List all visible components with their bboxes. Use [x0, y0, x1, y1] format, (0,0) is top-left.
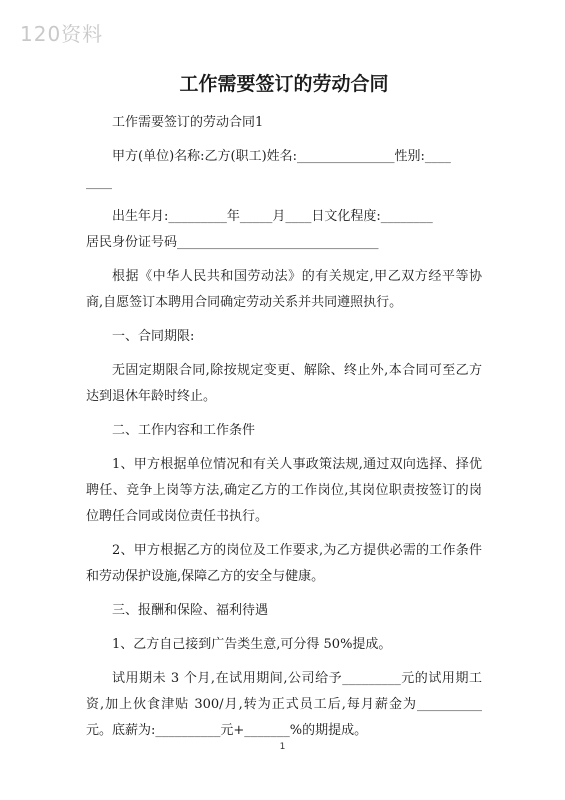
- party-info-line: 甲方(单位)名称:乙方(职工)姓名:_______________性别:____: [112, 149, 451, 164]
- section-3-title: 三、报酬和保险、福利待遇: [112, 603, 269, 618]
- section-2-item-1: 1、甲方根据单位情况和有关人事政策法规,通过双向选择、择优聘任、竞争上岗等方法,确定乙方的工作岗位,其岗位职责按签订的岗位聘任合同或岗位责任书执行。: [86, 457, 482, 524]
- section-3-item-2: 试用期未 3 个月,在试用期间,公司给予_________元的试用期工资,加上伙食津贴 300/月,转为正式员工后,每月薪金为__________元。底薪为:__________元+_______%的期提成。: [86, 671, 482, 738]
- birth-education-line: 出生年月:_________年_____月____日文化程度:________: [112, 209, 433, 224]
- watermark-logo: 120资料: [20, 22, 104, 46]
- intro-paragraph: 根据《中华人民共和国劳动法》的有关规定,甲乙双方经平等协商,自愿签订本聘用合同确定劳动关系并共同遵照执行。: [86, 269, 482, 310]
- party-info-line-continued: ____: [86, 175, 112, 190]
- section-3-item-1: 1、乙方自己接到广告类生意,可分得 50%提成。: [112, 637, 392, 652]
- page-number: 1: [279, 742, 286, 752]
- section-1-title: 一、合同期限:: [112, 329, 195, 344]
- section-1-body: 无固定期限合同,除按规定变更、解除、终止外,本合同可至乙方达到退休年龄时终止。: [86, 363, 482, 404]
- document-subtitle: 工作需要签订的劳动合同1: [112, 115, 264, 130]
- section-2-title: 二、工作内容和工作条件: [112, 423, 256, 438]
- document-page: [86, 72, 482, 744]
- document-title: 工作需要签订的劳动合同: [179, 73, 389, 95]
- id-number-line: 居民身份证号码_______________________________: [86, 235, 379, 250]
- section-2-item-2: 2、甲方根据乙方的岗位及工作要求,为乙方提供必需的工作条件和劳动保护设施,保障乙方的安全与健康。: [86, 543, 482, 584]
